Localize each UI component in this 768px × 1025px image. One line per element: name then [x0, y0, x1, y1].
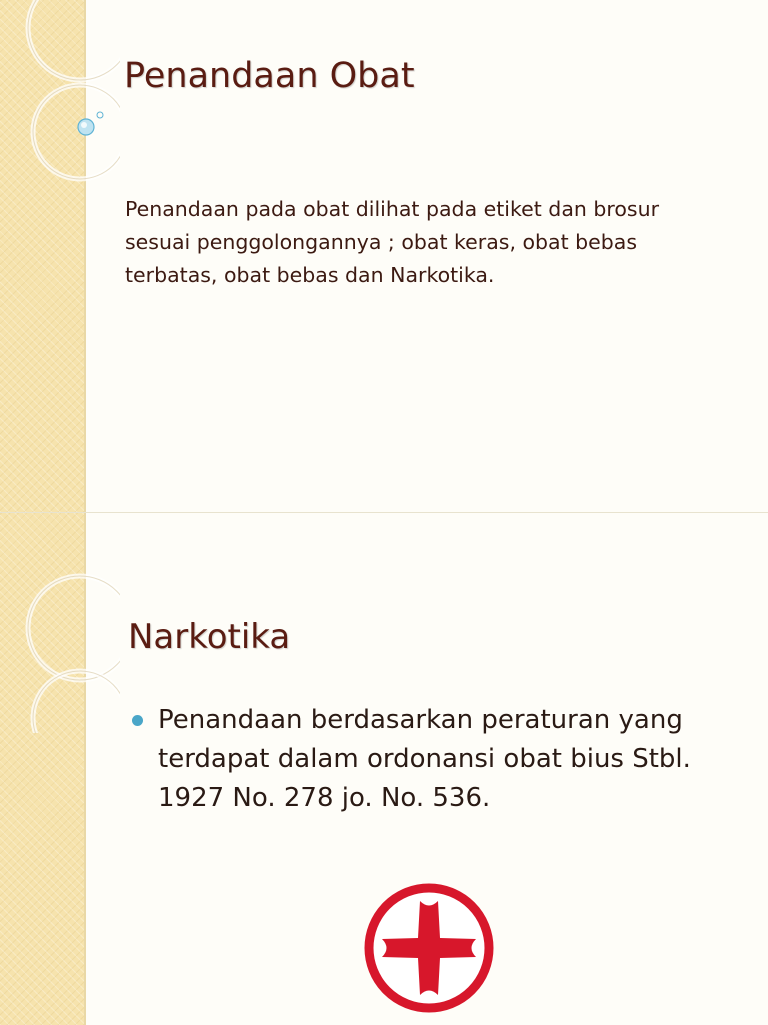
decorative-bubble-icon: [0, 0, 120, 200]
bullet-text: Penandaan berdasarkan peraturan yang terdapat dalam ordonansi obat bius Stbl. 1927 No. 278 jo. No. 536.: [158, 705, 691, 813]
slide-body-text: Penandaan pada obat dilihat pada etiket dan brosur sesuai penggolongannya ; obat keras, obat bebas terbatas, obat bebas dan Narkotika.: [125, 197, 660, 287]
list-item: [132, 701, 752, 818]
slide-narkotika: [0, 512, 768, 1025]
slide-penandaan-obat: [0, 0, 768, 512]
red-cross-narkotika-icon: [364, 883, 494, 1013]
slide-title: Narkotika: [128, 617, 291, 657]
slide-title: Penandaan Obat: [124, 56, 415, 96]
bullet-icon: [132, 715, 143, 726]
bullet-list: [132, 701, 752, 818]
decorative-rings-icon: [0, 513, 120, 733]
